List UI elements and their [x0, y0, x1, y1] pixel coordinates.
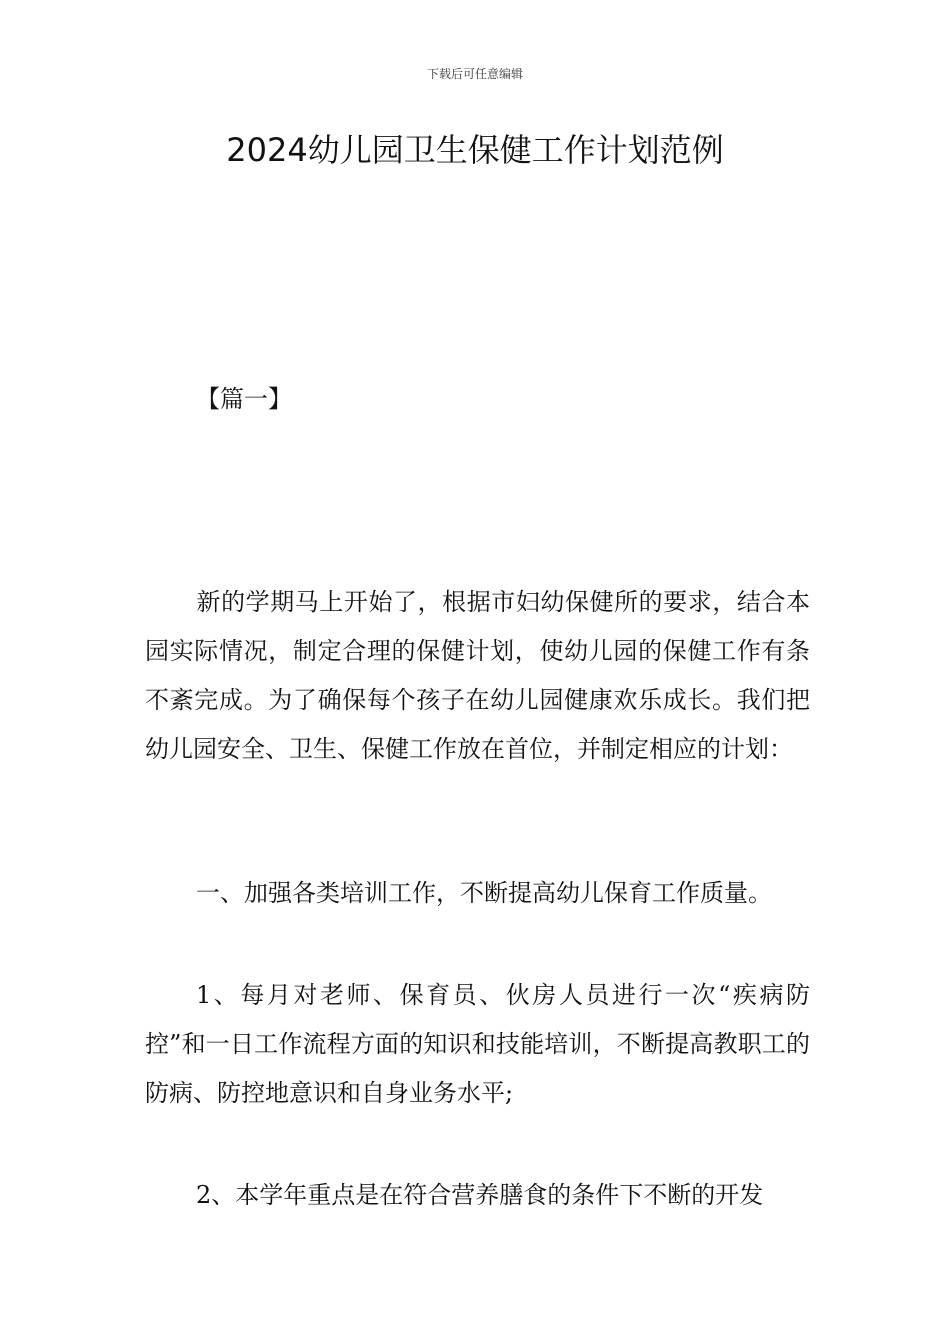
paragraph-intro [145, 578, 810, 774]
paragraph-item-one [145, 971, 810, 1118]
section-label: 【篇一】 [196, 385, 292, 413]
paragraph-text: 新的学期马上开始了，根据市妇幼保健所的要求，结合本园实际情况，制定合理的保健计划，使幼儿园的保健工作有条不紊完成。为了确保每个孩子在幼儿园健康欢乐成长。我们把幼儿园安全、卫生、保健工作放在首位，并制定相应的计划： [145, 588, 810, 763]
paragraph-text: 1、每月对老师、保育员、伙房人员进行一次“疾病防控”和一日工作流程方面的知识和技能培训，不断提高教职工的防病、防控地意识和自身业务水平; [145, 981, 810, 1107]
header-note: 下载后可任意编辑 [426, 67, 523, 81]
paragraph-heading-one [145, 869, 810, 918]
document-title: 2024幼儿园卫生保健工作计划范例 [226, 131, 724, 169]
paragraph-item-two [145, 1171, 810, 1220]
paragraph-text: 一、加强各类培训工作，不断提高幼儿保育工作质量。 [196, 879, 772, 907]
paragraph-text: 2、本学年重点是在符合营养膳食的条件下不断的开发 [196, 1181, 764, 1209]
